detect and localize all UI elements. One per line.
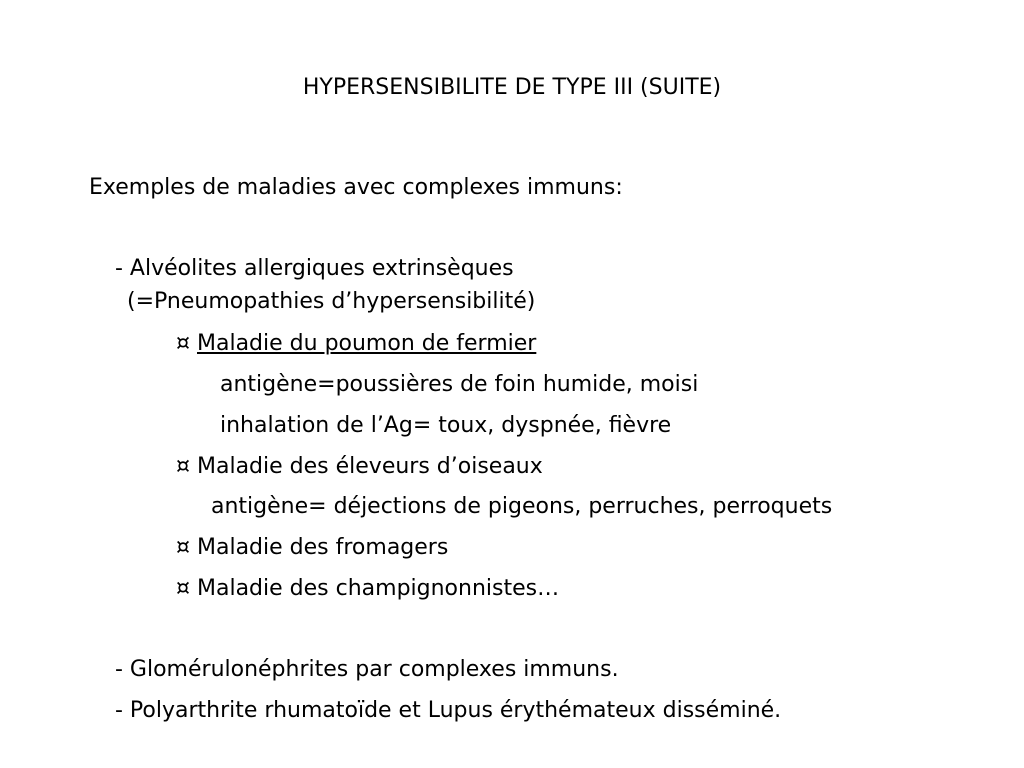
bullet: ¤ [176, 454, 190, 479]
other-disease: - Glomérulonéphrites par complexes immuns. [115, 657, 619, 682]
list-item [176, 330, 536, 358]
intro-text: Exemples de maladies avec complexes immuns: [89, 175, 623, 200]
bullet: ¤ [176, 535, 190, 560]
list-item [176, 575, 559, 603]
group-subheading: (=Pneumopathies d’hypersensibilité) [127, 289, 536, 314]
bullet: ¤ [176, 576, 190, 601]
slide-title: HYPERSENSIBILITE DE TYPE III (SUITE) [302, 75, 722, 100]
list-item-label: Maladie des champignonnistes… [197, 576, 560, 601]
list-item-label: Maladie des éleveurs d’oiseaux [197, 454, 543, 479]
list-item-detail: antigène= déjections de pigeons, perruches, perroquets [211, 494, 833, 519]
list-item-detail: inhalation de l’Ag= toux, dyspnée, fièvre [220, 413, 672, 438]
other-disease: - Polyarthrite rhumatoïde et Lupus érythémateux disséminé. [115, 698, 782, 723]
bullet: ¤ [176, 331, 190, 356]
group-heading: - Alvéolites allergiques extrinsèques [115, 256, 514, 281]
list-item [176, 534, 448, 562]
list-item [176, 453, 543, 481]
list-item-label: Maladie du poumon de fermier [197, 331, 537, 356]
list-item-label: Maladie des fromagers [197, 535, 449, 560]
list-item-detail: antigène=poussières de foin humide, moisi [220, 372, 699, 397]
